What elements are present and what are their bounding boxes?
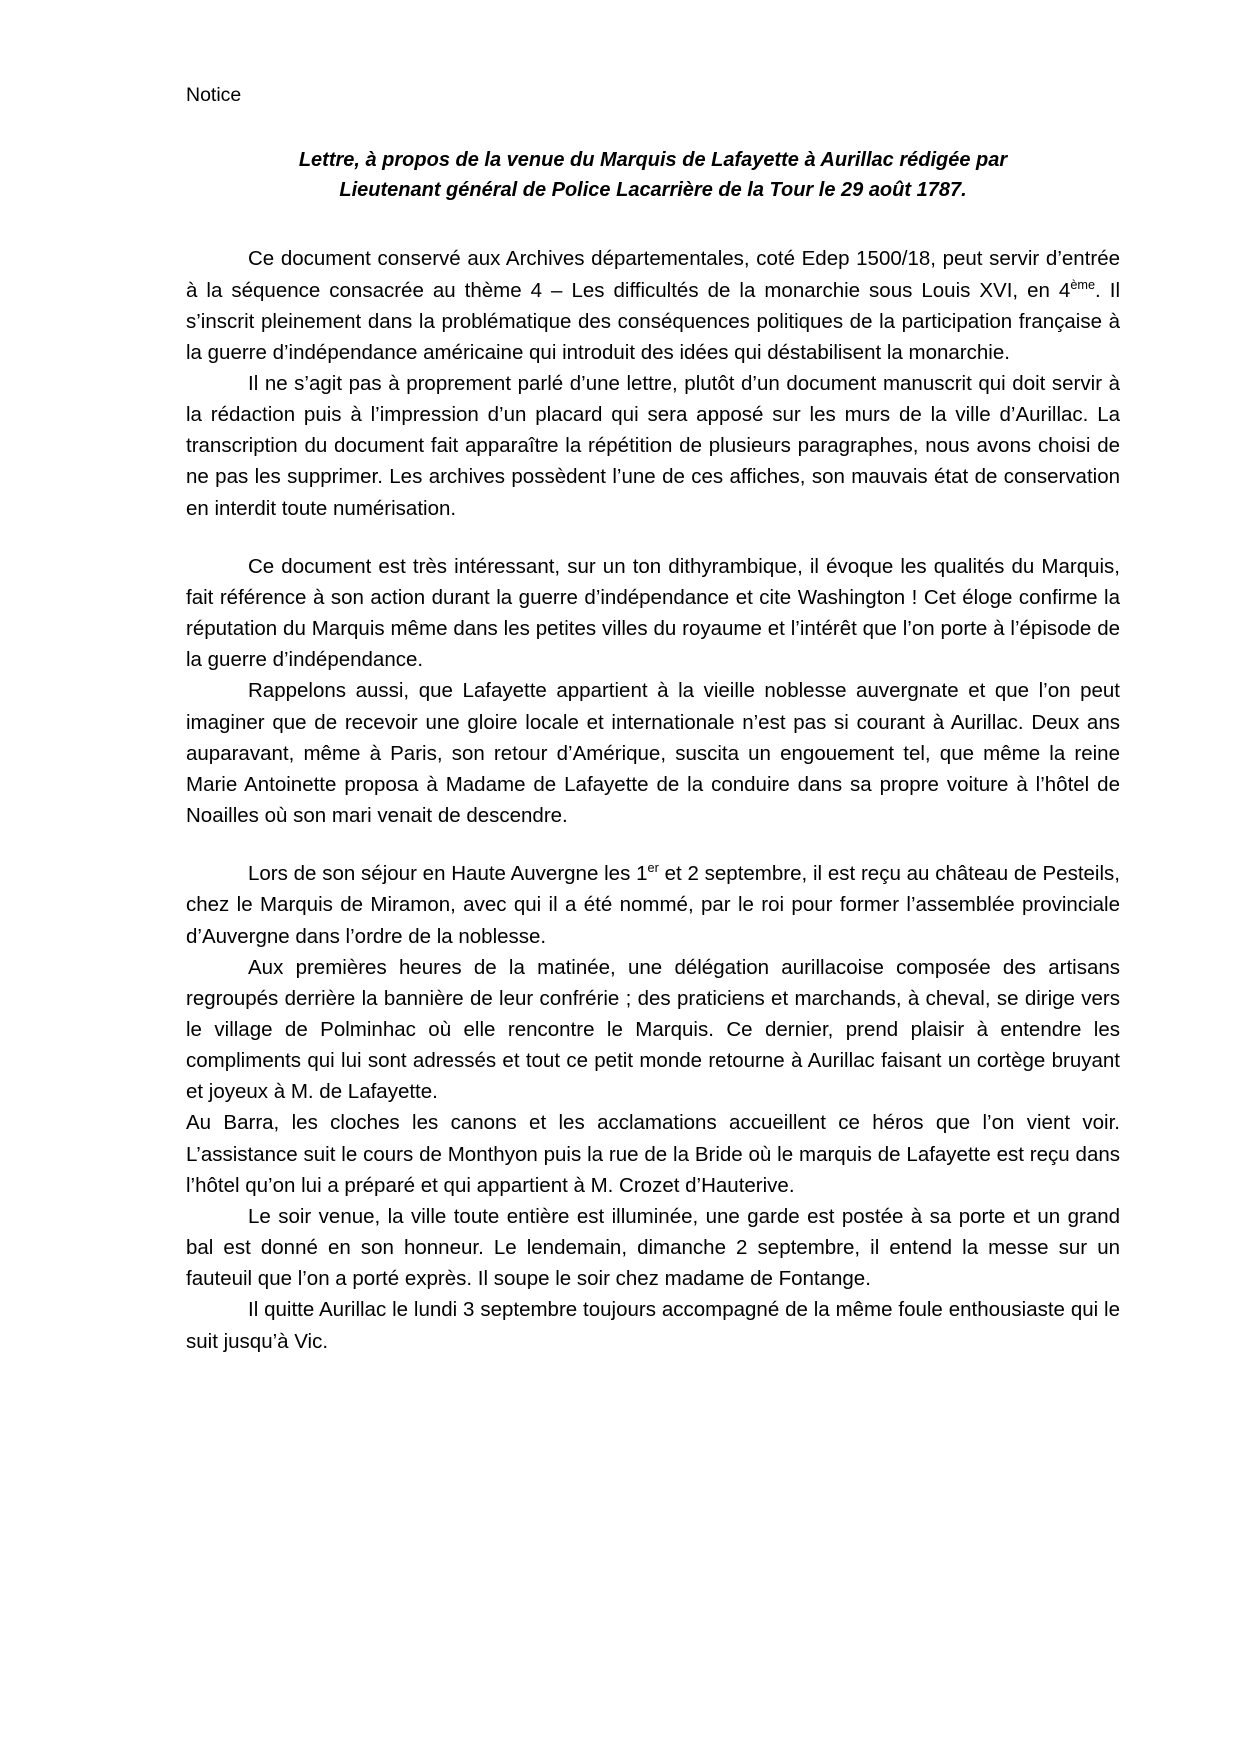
paragraph-5-text-b: et 2 septembre, il est reçu au château de Pesteils, chez le Marquis de Miramon, avec qui il a été nommé, par le roi pour former l’assemblée provinciale d’Auvergne dans l’ordre de la noblesse. [186, 862, 1120, 948]
paragraph-7: Au Barra, les cloches les canons et les acclamations accueillent ce héros que l’on vient voir. L’assistance suit le cours de Monthyon puis la rue de la Bride où le marquis de Lafayette est reçu dans l’hôtel qu’on lui a préparé et qui appartient à M. Crozet d’Hauterive. [186, 1111, 1120, 1197]
paragraph-1-text-a: Ce document conservé aux Archives départementales, coté Edep 1500/18, peut servir d’entrée à la séquence consacrée au thème 4 – Les difficultés de la monarchie sous Louis XVI, en 4 [186, 247, 1120, 302]
paragraph-6: Aux premières heures de la matinée, une délégation aurillacoise composée des artisans regroupés derrière la bannière de leur confrérie ; des praticiens et marchands, à cheval, se dirige vers le village de Polminhac où elle rencontre le Marquis. Ce dernier, prend plaisir à entendre les compliments qui lui sont adressés et tout ce petit monde retourne à Aurillac faisant un cortège bruyant et joyeux à M. de Lafayette. [186, 955, 1120, 1104]
paragraph-gap-1 [186, 524, 1120, 551]
paragraph-3: Ce document est très intéressant, sur un ton dithyrambique, il évoque les qualités du Marquis, fait référence à son action durant la guerre d’indépendance et cite Washington ! Cet éloge confirme la réputation du Marquis même dans les petites villes du royaume et l’intérêt que l’on porte à l’épisode de la guerre d’indépendance. [186, 554, 1120, 672]
paragraph-1-superscript: ème [1070, 276, 1096, 292]
paragraph-1-text-b: . Il s’inscrit pleinement dans la problématique des conséquences politiques de la participation française à la guerre d’indépendance américaine qui introduit des idées qui déstabilisent la monarchie. [186, 278, 1120, 364]
document-title [186, 145, 1120, 205]
document-title-line-1: Lettre, à propos de la venue du Marquis de Lafayette à Aurillac rédigée par [298, 149, 1008, 172]
paragraph-1 [186, 243, 1120, 368]
paragraph-5-superscript: er [647, 860, 659, 876]
page-header-label: Notice [186, 84, 242, 106]
paragraph-2: Il ne s’agit pas à proprement parlé d’une lettre, plutôt d’un document manuscrit qui doit servir à la rédaction puis à l’impression d’un placard qui sera apposé sur les murs de la ville d’Aurillac. La transcription du document fait apparaître la répétition de plusieurs paragraphes, nous avons choisi de ne pas les supprimer. Les archives possèdent l’une de ces affiches, son mauvais état de conservation en interdit toute numérisation. [186, 372, 1120, 520]
document-body [186, 243, 1120, 1356]
document-title-line-2: Lieutenant général de Police Lacarrière de la Tour le 29 août 1787. [339, 179, 967, 202]
paragraph-5-text-a: Lors de son séjour en Haute Auvergne les 1 [248, 862, 648, 886]
paragraph-gap-2 [186, 831, 1120, 858]
paragraph-8: Le soir venue, la ville toute entière est illuminée, une garde est postée à sa porte et un grand bal est donné en son honneur. Le lendemain, dimanche 2 septembre, il entend la messe sur un fauteuil que l’on a porté exprès. Il soupe le soir chez madame de Fontange. [186, 1204, 1120, 1291]
paragraph-9: Il quitte Aurillac le lundi 3 septembre toujours accompagné de la même foule enthousiaste qui le suit jusqu’à Vic. [186, 1298, 1120, 1353]
paragraph-5 [186, 858, 1120, 951]
paragraph-4: Rappelons aussi, que Lafayette appartient à la vieille noblesse auvergnate et que l’on peut imaginer que de recevoir une gloire locale et internationale n’est pas si courant à Aurillac. Deux ans auparavant, même à Paris, son retour d’Amérique, suscita un engouement tel, que même la reine Marie Antoinette proposa à Madame de Lafayette de la conduire dans sa propre voiture à l’hôtel de Noailles où son mari venait de descendre. [186, 679, 1120, 828]
